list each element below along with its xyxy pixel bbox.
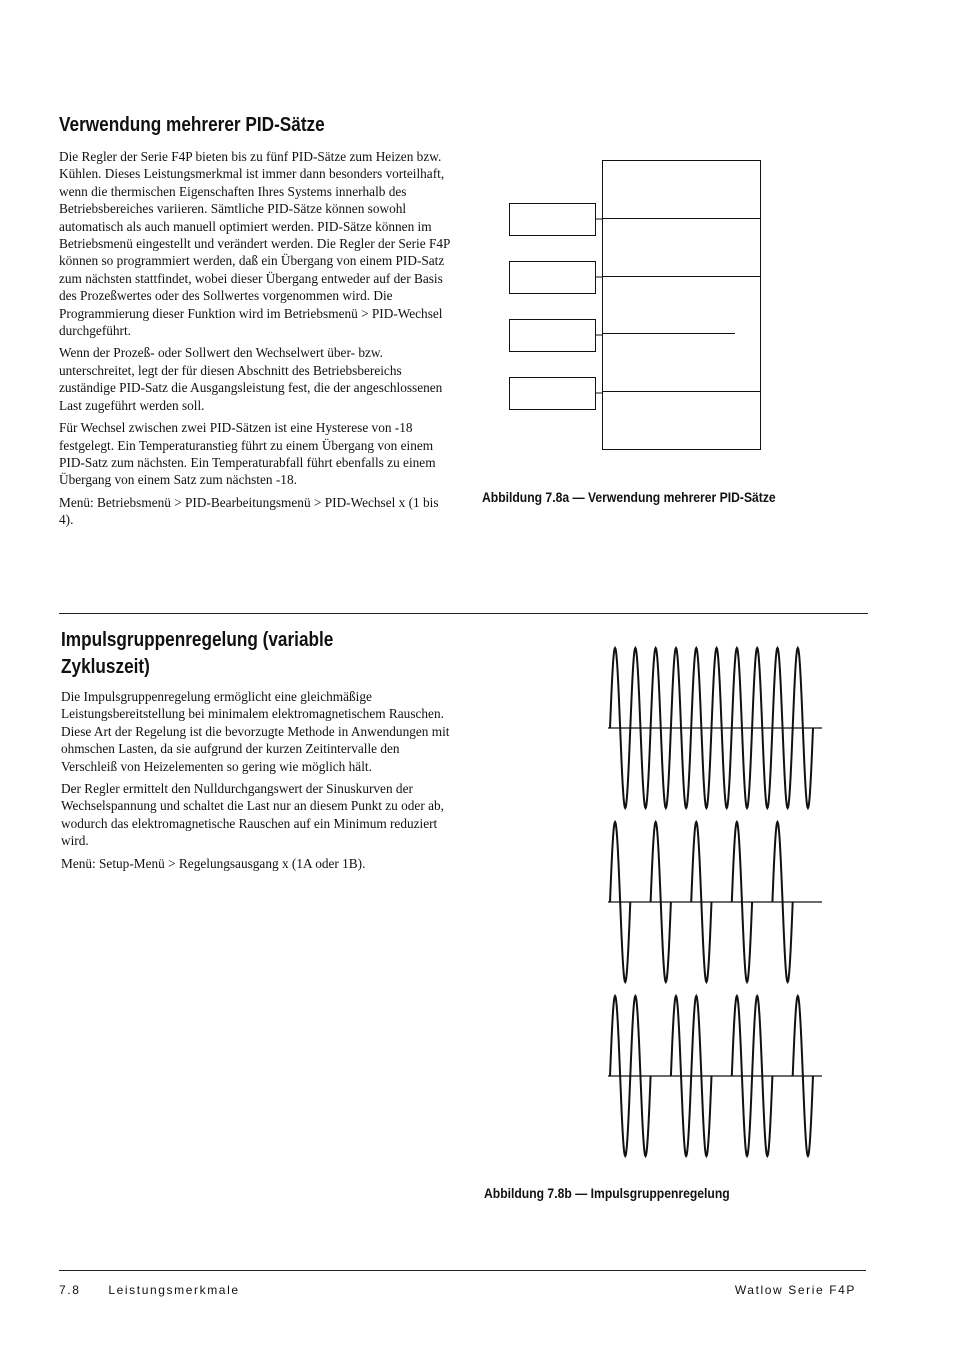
section-text-pid-sets [59, 148, 451, 534]
section-text-burst-fire [61, 688, 453, 877]
pid-set-box [510, 320, 596, 352]
section-divider [59, 613, 868, 614]
heading-line: Impulsgruppenregelung (variable [61, 629, 334, 651]
section-heading-burst-fire [61, 627, 333, 681]
pid-set-box [510, 378, 596, 410]
paragraph: Für Wechsel zwischen zwei PID-Sätzen ist eine Hysterese von -18 festgelegt. Ein Temperaturanstieg führt zu einem Übergang von einem PID-Satz zum nächsten. Ein Temperaturabfall führt ebenfalls zu einem Übergang von einem Satz zum nächsten -18. [59, 420, 436, 488]
footer-left [59, 1283, 240, 1297]
pid-set-box [510, 204, 596, 236]
paragraph: Menü: Betriebsmenü > PID-Bearbeitungsmenü > PID-Wechsel x (1 bis 4). [59, 494, 439, 528]
burst-fire-waveforms [600, 640, 830, 1170]
pid-sets-diagram [505, 158, 767, 454]
heading-line: Zykluszeit) [61, 656, 150, 678]
paragraph: Die Impulsgruppenregelung ermöglicht eine gleichmäßige Leistungsbereitstellung bei minimalem elektromagnetischem Rauschen. Diese Art der Regelung ist die bevorzugte Methode in Anwendungen mit ohmschen Lasten, da sie aufgrund der kurzen Zeitintervalle den Verschleiß von Heizelementen so gering wie möglich hält. [61, 689, 450, 774]
footer-section-name: Leistungsmerkmale [108, 1283, 240, 1297]
pid-stack-frame [603, 161, 761, 450]
figure-caption-7-8a: Abbildung 7.8a — Verwendung mehrerer PID-Sätze [482, 490, 776, 505]
page-number: 7.8 [59, 1283, 81, 1297]
sine-waveform [610, 648, 813, 808]
paragraph: Menü: Setup-Menü > Regelungsausgang x (1A oder 1B). [61, 855, 366, 871]
paragraph: Die Regler der Serie F4P bieten bis zu fünf PID-Sätze zum Heizen bzw. Kühlen. Dieses Leistungsmerkmal ist immer dann besonders vorteilhaft, wenn die thermischen Eigenschaften Ihres Systems innerhalb des Betriebsbereiches variieren. Sämtliche PID-Sätze können sowohl automatisch als auch manuell optimiert werden. PID-Sätze können im Betriebsmenü eingestellt und verändert werden. Die Regler der Serie F4P können so programmiert werden, daß ein Übergang von einem PID-Satz zum nächsten stattfindet, wobei dieser Übergang entweder auf der Basis des Prozeßwertes oder des Sollwertes vorgenommen wird. Die Programmierung dieser Funktion wird im Betriebsmenü > PID-Wechsel durchgeführt. [59, 149, 450, 339]
footer-product: Watlow Serie F4P [734, 1283, 856, 1297]
pid-set-box [510, 262, 596, 294]
footer-rule [59, 1270, 866, 1271]
paragraph: Wenn der Prozeß- oder Sollwert den Wechselwert über- bzw. unterschreitet, legt der für diesen Abschnitt des Betriebsbereichs zuständige PID-Satz die Ausgangsleistung fest, die der angeschlossenen Last zugeführt werden soll. [59, 345, 443, 413]
paragraph: Der Regler ermittelt den Nulldurchgangswert der Sinuskurven der Wechselspannung und schaltet die Last nur an diesem Punkt zu oder ab, wodurch das elektromagnetische Rauschen auf ein Minimum reduziert wird. [61, 781, 444, 849]
figure-caption-7-8b: Abbildung 7.8b — Impulsgruppenregelung [484, 1186, 730, 1201]
section-heading-pid-sets: Verwendung mehrerer PID-Sätze [59, 114, 325, 136]
